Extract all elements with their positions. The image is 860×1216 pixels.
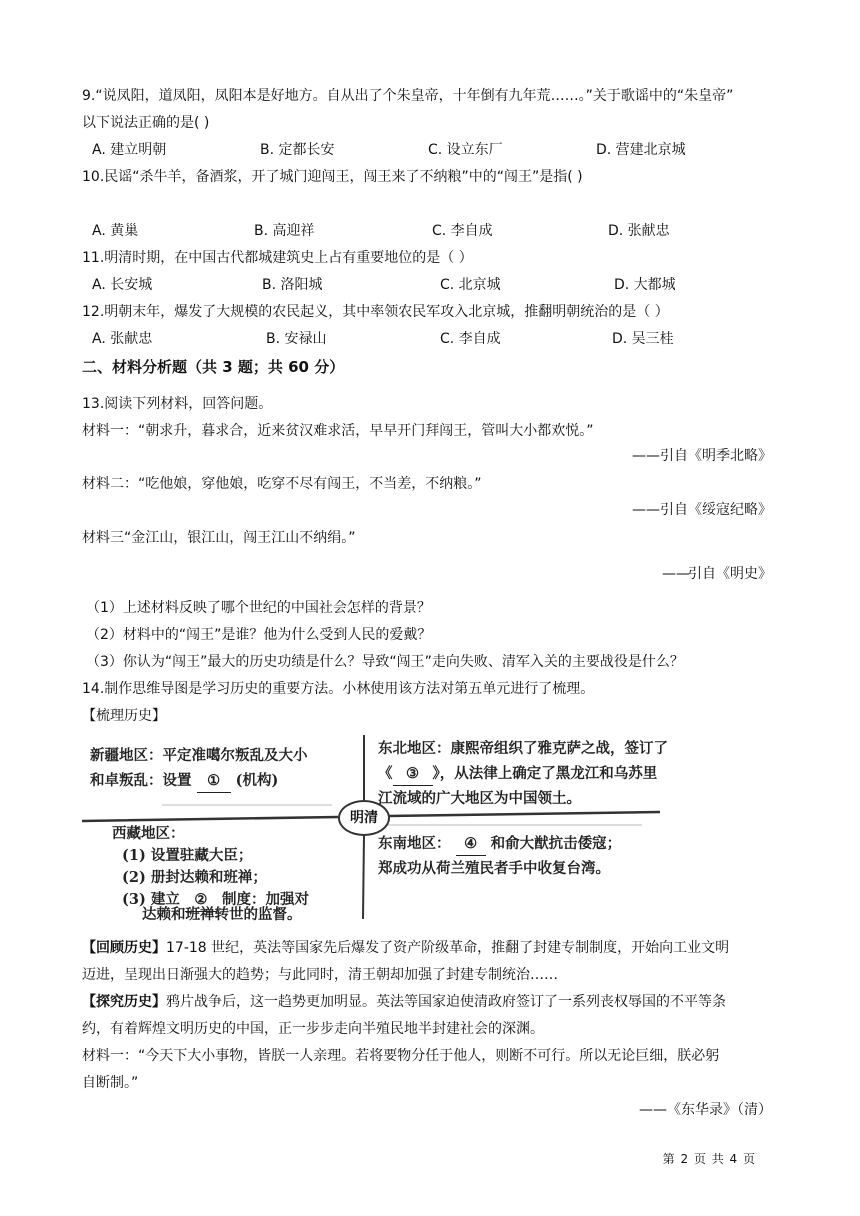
q9-stem-line1: 9.“说凤阳，道凤阳，凤阳本是好地方。自从出了个朱皇帝，十年倒有九年荒……。”关于歌谣中的“朱皇帝” [82,88,734,104]
mind-map-blank-4: ④ [456,832,486,856]
q11-option-c: C. 北京城 [440,277,501,293]
mind-map-northeast-line3: 江流域的广大地区为中国领土。 [378,790,581,807]
q13-material-3: 材料三“金江山，银江山，闯王江山不纳绢。” [82,530,356,546]
q12-option-b: B. 安禄山 [266,331,327,347]
mind-map-tibet-line2: (1) 设置驻藏大臣； [122,847,253,864]
mind-map-northeast-line2 [378,762,657,786]
q11-option-a: A. 长安城 [92,277,153,293]
q14-review-line1 [82,938,776,958]
q12-stem: 12.明朝末年，爆发了大规模的农民起义，其中率领农民军攻入北京城，推翻明朝统治的是（ ） [82,304,669,320]
mind-map-xinjiang-line1: 新疆地区：平定准噶尔叛乱及大小 [90,747,308,764]
q11-option-b: B. 洛阳城 [262,277,323,293]
section-heading: 二、材料分析题（共 3 题；共 60 分） [82,358,345,376]
mind-map-tibet-line1: 西藏地区： [112,825,185,842]
q14-explore-line1 [82,992,776,1012]
q10-option-c: C. 李自成 [432,223,493,239]
q13-subquestion-3: （3）你认为“闯王”最大的历史功绩是什么？导致“闯王”走向失败、清军入关的主要战役是什么？ [86,654,684,670]
q13-material-2-source: ——引自《绥寇纪略》 [632,502,772,518]
mind-map-southeast-line2: 郑成功从荷兰殖民者手中收复台湾。 [378,860,610,877]
q14-label-review: 【回顾历史】 [82,940,166,956]
q14-material-1-line2: 自断制。” [82,1075,139,1091]
mind-map-northeast-line1: 东北地区：康熙帝组织了雅克萨之战，签订了 [378,740,668,757]
mind-map-tibet-line5: 达赖和班禅转世的监督。 [142,906,302,923]
q9-option-d: D. 营建北京城 [596,142,686,158]
page-footer: 第 2 页 共 4 页 [662,1152,756,1166]
q9-option-c: C. 设立东厂 [428,142,503,158]
mind-map [82,733,690,921]
q11-options [92,275,782,295]
q12-option-c: C. 李自成 [440,331,501,347]
q9-option-b: B. 定都长安 [260,142,335,158]
q10-options [92,221,782,241]
mind-map-center: 明清 [338,800,390,836]
mind-map-northeast-open: 《 [378,765,393,782]
mind-map-tibet-text: (3) 建立 [122,891,180,908]
q14-material-1-source: ——《东华录》（清） [639,1102,772,1118]
q14-explore-line2: 约，有着辉煌文明历史的中国，正一步步走向半殖民地半封建社会的深渊。 [82,1021,544,1037]
mind-map-southeast-suffix: 和俞大猷抗击倭寇； [490,835,622,852]
q14-review-text1: 17-18 世纪，英法等国家先后爆发了资产阶级革命，推翻了封建专制制度，开始向工业文明 [166,940,730,956]
mind-map-blank-2: ② [185,888,217,912]
q11-stem: 11.明清时期，在中国古代都城建筑史上占有重要地位的是（ ） [82,250,473,266]
q9-stem-line2: 以下说法正确的是( ) [82,115,210,131]
q13-material-1-source: ——引自《明季北略》 [632,448,772,464]
q13-material-3-source: 引自《明史》 [688,566,772,582]
mind-map-xinjiang-text: 和卓叛乱：设置 [90,772,192,789]
mind-map-northeast-text: 》，从法律上确定了黑龙江和乌苏里 [432,765,658,782]
q10-option-d: D. 张献忠 [608,223,670,239]
q13-subquestion-2: （2）材料中的“闯王”是谁？他为什么受到人民的爱戴？ [86,627,432,643]
q10-option-a: A. 黄巢 [92,223,139,239]
mind-map-southeast-text: 东南地区： [378,835,451,852]
q14-review-line2: 迈进，呈现出日渐强大的趋势；与此同时，清王朝却加强了封建专制统治…… [82,967,558,983]
q14-label-sort: 【梳理历史】 [82,708,166,724]
q12-option-a: A. 张献忠 [92,331,153,347]
q10-option-b: B. 高迎祥 [254,223,315,239]
mind-map-tibet-suffix: 制度：加强对 [221,891,309,908]
q13-material-2: 材料二：“吃他娘，穿他娘，吃穿不尽有闯王，不当差，不纳粮。” [82,476,482,492]
mind-map-tibet-line3: (2) 册封达赖和班禅； [122,869,267,886]
mind-map-xinjiang-line2 [90,769,278,793]
q14-material-1-line1: 材料一：“今天下大小事物，皆朕一人亲理。若将要物分任于他人，则断不可行。所以无论巨细，朕必躬 [82,1048,720,1064]
q10-stem: 10.民谣“杀牛羊，备酒浆，开了城门迎闯王，闯王来了不纳粮”中的“闯王”是指( ) [82,169,583,185]
q13-material-1: 材料一：“朝求升，暮求合，近来贫汉难求活，早早开门拜闯王，管叫大小都欢悦。” [82,423,594,439]
q9-option-a: A. 建立明朝 [92,142,167,158]
q14-intro: 14.制作思维导图是学习历史的重要方法。小林使用该方法对第五单元进行了梳理。 [82,681,595,697]
mind-map-blank-1: ① [197,769,231,793]
q14-label-explore: 【探究历史】 [82,994,166,1010]
mind-map-southeast-line1 [378,832,621,856]
q14-explore-text1: 鸦片战争后，这一趋势更加明显。英法等国家迫使清政府签订了一系列丧权辱国的不平等条 [166,994,726,1010]
q12-options [92,329,782,349]
q13-intro: 13.阅读下列材料，回答问题。 [82,396,273,412]
q13-subquestion-1: （1）上述材料反映了哪个世纪的中国社会怎样的背景？ [86,600,431,616]
q12-option-d: D. 吴三桂 [612,331,674,347]
q13-material-3-source-dash: —— [662,566,690,582]
mind-map-blank-3: ③ [393,762,433,786]
mind-map-xinjiang-suffix: (机构) [235,772,279,789]
q11-option-d: D. 大都城 [614,277,676,293]
q9-options [92,140,782,160]
